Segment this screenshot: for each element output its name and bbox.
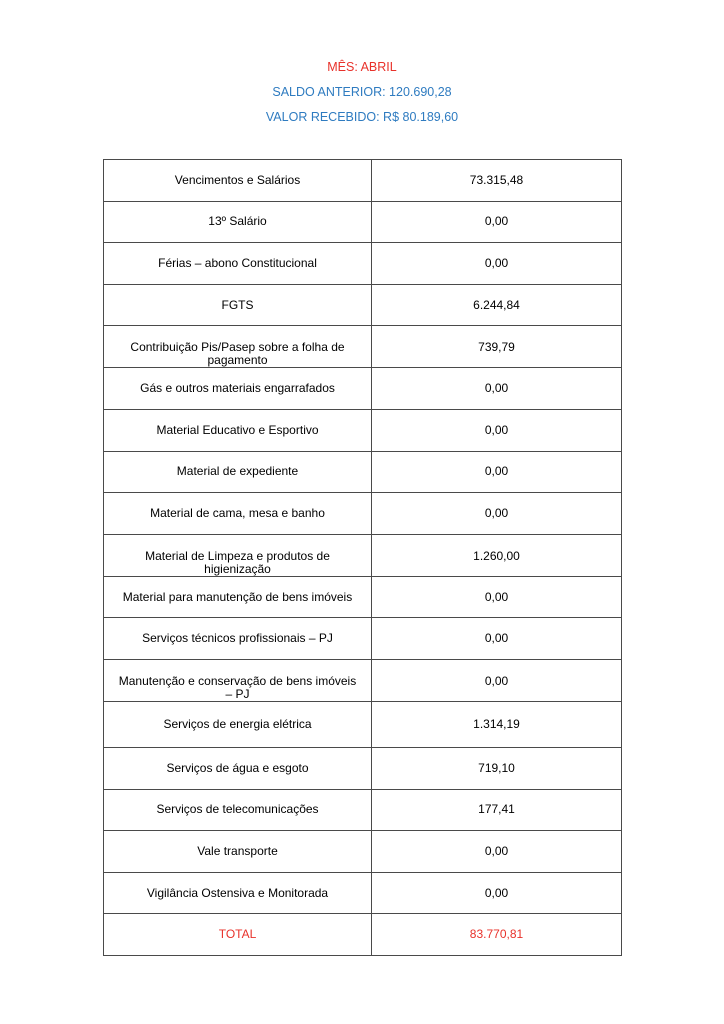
table-row: [104, 201, 622, 243]
table-row: [104, 618, 622, 660]
row-label: Vale transporte: [104, 831, 372, 873]
total-row: [104, 914, 622, 956]
table-row: [104, 368, 622, 410]
row-value: 1.260,00: [372, 534, 622, 576]
row-value: 73.315,48: [372, 160, 622, 202]
table-row: [104, 872, 622, 914]
table-row: [104, 831, 622, 873]
table-row: [104, 451, 622, 493]
row-value: 0,00: [372, 493, 622, 535]
table-row: [104, 284, 622, 326]
row-value: 719,10: [372, 747, 622, 789]
row-label: Férias – abono Constitucional: [104, 243, 372, 285]
row-value: 739,79: [372, 326, 622, 368]
row-value: 0,00: [372, 576, 622, 618]
table-row: [104, 747, 622, 789]
row-label: Material de Limpeza e produtos de higienização: [104, 534, 372, 576]
table-row: [104, 534, 622, 576]
row-label: Manutenção e conservação de bens imóveis – PJ: [104, 659, 372, 701]
row-value: 0,00: [372, 368, 622, 410]
row-value: 0,00: [372, 451, 622, 493]
expenses-table: [103, 159, 622, 956]
row-label: Serviços técnicos profissionais – PJ: [104, 618, 372, 660]
row-label: Material para manutenção de bens imóveis: [104, 576, 372, 618]
table-row: [104, 659, 622, 701]
row-value: 0,00: [372, 872, 622, 914]
row-label: Gás e outros materiais engarrafados: [104, 368, 372, 410]
row-value: 0,00: [372, 243, 622, 285]
table-row: [104, 326, 622, 368]
row-label: Vencimentos e Salários: [104, 160, 372, 202]
row-label: Material de expediente: [104, 451, 372, 493]
row-value: 0,00: [372, 618, 622, 660]
row-value: 0,00: [372, 409, 622, 451]
row-value: 1.314,19: [372, 701, 622, 747]
row-value: 0,00: [372, 831, 622, 873]
row-value: 0,00: [372, 201, 622, 243]
table-row: [104, 160, 622, 202]
previous-balance: SALDO ANTERIOR: 120.690,28: [272, 85, 452, 99]
amount-received: VALOR RECEBIDO: R$ 80.189,60: [265, 110, 459, 124]
row-label: Serviços de telecomunicações: [104, 789, 372, 831]
row-label: Serviços de água e esgoto: [104, 747, 372, 789]
table-row: [104, 493, 622, 535]
row-value: 0,00: [372, 659, 622, 701]
total-label: TOTAL: [104, 914, 372, 956]
row-label: Vigilância Ostensiva e Monitorada: [104, 872, 372, 914]
row-label: Material de cama, mesa e banho: [104, 493, 372, 535]
row-label: FGTS: [104, 284, 372, 326]
table-row: [104, 789, 622, 831]
row-label: 13º Salário: [104, 201, 372, 243]
table-row: [104, 243, 622, 285]
row-value: 177,41: [372, 789, 622, 831]
table-row: [104, 576, 622, 618]
row-value: 6.244,84: [372, 284, 622, 326]
total-value: 83.770,81: [372, 914, 622, 956]
row-label: Serviços de energia elétrica: [104, 701, 372, 747]
row-label: Material Educativo e Esportivo: [104, 409, 372, 451]
row-label: Contribuição Pis/Pasep sobre a folha de pagamento: [104, 326, 372, 368]
table-row: [104, 701, 622, 747]
table-row: [104, 409, 622, 451]
month-heading: MÊS: ABRIL: [327, 60, 397, 74]
